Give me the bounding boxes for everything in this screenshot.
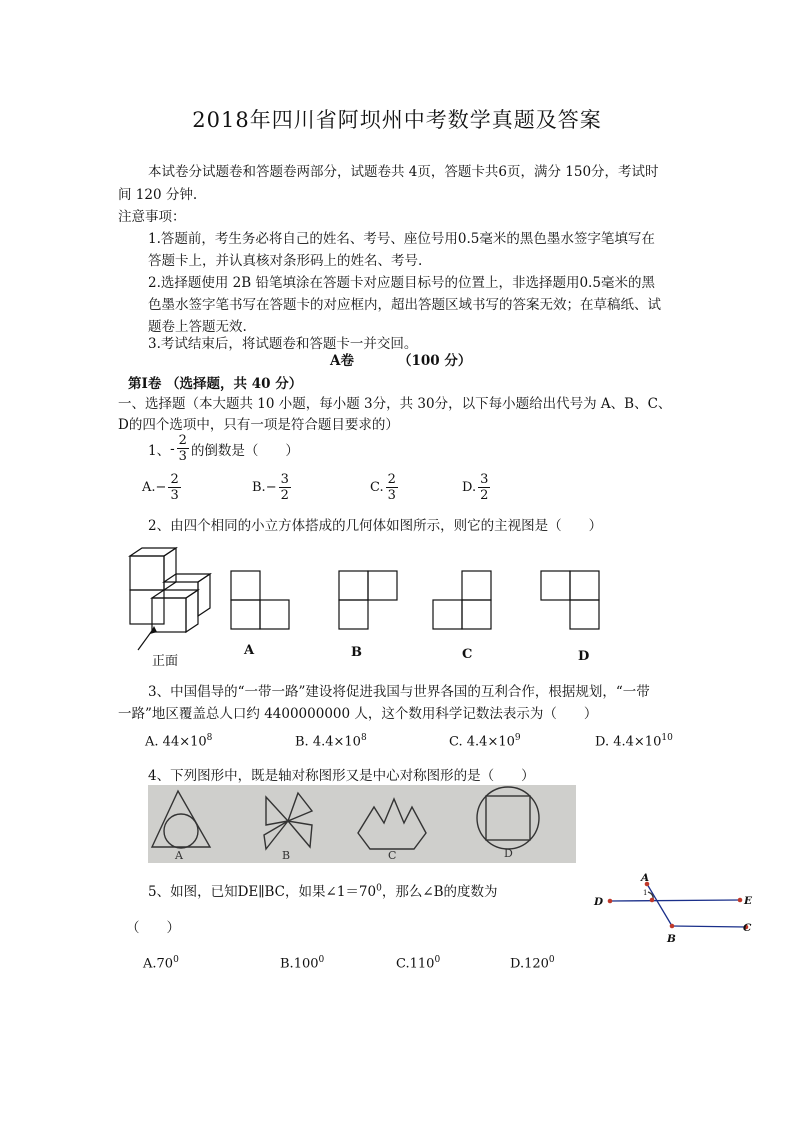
q5-option-b[interactable] (280, 955, 324, 971)
q1-option-b-fraction (279, 472, 291, 503)
intro-line-2: 间 120 分钟. (118, 187, 198, 203)
question-4: 4、下列图形中，既是轴对称图形又是中心对称图形的是（ ） (148, 768, 535, 784)
notice-item-2-line-2: 色墨水签字笔书写在答题卡的对应框内，超出答题区域书写的答案无效；在草稿纸、试 (148, 297, 661, 313)
q2-option-a-label: A (244, 643, 255, 658)
q5-option-b-val: 100 (293, 956, 319, 972)
notice-item-3: 3.考试结束后，将试题卷和答题卡一并交回。 (148, 336, 418, 352)
q2-option-a-figure[interactable] (230, 570, 294, 630)
q5-geometry-figure (590, 868, 760, 948)
q5-label-angle-1: 1 (643, 889, 648, 897)
q1-den: 3 (178, 449, 187, 464)
q4-figure-label-b: B (282, 849, 291, 862)
q4-figures-drawing (148, 785, 576, 863)
q3-option-b[interactable] (295, 733, 367, 749)
q4-figure-label-a: A (175, 849, 183, 862)
choice-heading-line-1: 一、选择题（本大题共 10 小题，每小题 3分，共 30分，以下每小题给出代号为 A、B、C、 (118, 396, 672, 412)
q5-label-a: A (641, 872, 650, 884)
q1-num: 2 (178, 433, 187, 448)
q1-suffix: 的倒数是（ ） (190, 442, 299, 459)
q1-option-b[interactable] (252, 472, 293, 503)
section-a-score: （100 分） (398, 353, 472, 369)
q5-option-c[interactable] (396, 955, 440, 971)
q3-option-d-base: 4.4×10 (613, 734, 662, 750)
q1-option-a-den: 3 (170, 488, 179, 503)
page-title: 2018年四川省阿坝州中考数学真题及答案 (192, 108, 602, 132)
q2-option-b-figure[interactable] (338, 570, 402, 630)
q2-front-label: 正面 (152, 654, 179, 669)
q1-fraction (177, 433, 189, 464)
section-a-name: A卷 (330, 353, 354, 369)
q1-option-b-den: 2 (280, 488, 289, 503)
q1-option-a-label: A. (142, 480, 156, 495)
q1-option-c-den: 3 (387, 488, 396, 503)
q3-option-d[interactable] (595, 733, 673, 749)
notice-item-2-line-1: 2.选择题使用 2B 铅笔填涂在答题卡对应题目标号的位置上，非选择题用0.5毫米的黑 (148, 275, 655, 291)
q1-option-d-fraction (478, 472, 490, 503)
q1-option-d[interactable] (462, 472, 492, 503)
q5-option-a-val: 70 (156, 956, 174, 972)
q5-option-c-label: C. (396, 956, 410, 972)
q3-option-a-exp: 8 (206, 733, 213, 743)
q2-option-d-figure[interactable] (540, 570, 604, 630)
q5-option-d-exp: 0 (548, 955, 555, 965)
q3-option-b-base: 4.4×10 (312, 734, 361, 750)
q1-option-d-num: 3 (480, 472, 489, 487)
q3-option-c-exp: 9 (514, 733, 521, 743)
q3-option-d-label: D. (595, 734, 610, 750)
choice-heading-line-2: D的四个选项中，只有一项是符合题目要求的） (118, 417, 399, 433)
question-3-line-2: 一路”地区覆盖总人口约 4400000000 人，这个数用科学记数法表示为（ ） (118, 706, 598, 722)
q1-option-b-label: B. (252, 480, 266, 495)
q2-option-c-figure[interactable] (432, 570, 496, 630)
q3-option-d-exp: 10 (661, 733, 673, 743)
q5-label-e: E (744, 895, 753, 907)
q4-figure-label-d: D (504, 847, 513, 860)
q1-option-d-label: D. (462, 480, 477, 495)
part-1-heading: 第Ⅰ卷 （选择题，共 40 分） (128, 376, 303, 392)
q1-option-a-fraction (168, 472, 180, 503)
q3-option-b-label: B. (295, 734, 309, 750)
q5-option-a-exp: 0 (173, 955, 179, 965)
q1-option-a-sign: − (155, 480, 167, 495)
q3-option-c-base: 4.4×10 (466, 734, 515, 750)
q5-exp: 0 (376, 883, 382, 894)
question-5 (148, 880, 498, 900)
q5-text: 5、如图，已知DE∥BC，如果∠1＝70 (148, 884, 377, 900)
q3-option-a[interactable] (145, 733, 212, 749)
q3-option-a-base: 44×10 (162, 734, 207, 750)
notice-item-2-line-3: 题卷上答题无效. (148, 319, 247, 335)
q1-option-c-label: C. (370, 480, 384, 495)
q5-option-b-exp: 0 (318, 955, 325, 965)
q1-option-d-den: 2 (480, 488, 489, 503)
q5-option-a-label: A. (143, 956, 157, 972)
q1-option-a-num: 2 (170, 472, 179, 487)
q5-label-c: C (743, 922, 752, 934)
q4-figure-label-c: C (388, 849, 397, 862)
q2-option-d-label: D (578, 649, 590, 664)
notice-item-1-line-2: 答题卡上，并认真核对条形码上的姓名、考号. (148, 253, 423, 269)
q3-option-c-label: C. (449, 734, 463, 750)
q5-option-d-label: D. (510, 956, 525, 972)
q2-option-b-label: B (351, 645, 362, 660)
q3-option-c[interactable] (449, 733, 521, 749)
q5-text-after: ，那么∠B的度数为 (381, 884, 498, 900)
q3-option-a-label: A. (145, 734, 159, 750)
q5-answer-paren: （ ） (126, 920, 180, 936)
intro-line-1: 本试卷分试题卷和答题卷两部分，试题卷共 4页，答题卡共6页，满分 150分，考试时 (148, 164, 659, 180)
q3-option-b-exp: 8 (360, 733, 367, 743)
q1-option-c-num: 2 (387, 472, 396, 487)
q5-label-b: B (667, 933, 676, 945)
q1-option-a[interactable] (142, 472, 183, 503)
q5-label-d: D (594, 896, 604, 908)
q5-option-a[interactable] (143, 955, 179, 971)
question-3-line-1: 3、中国倡导的“一带一路”建设将促进我国与世界各国的互利合作，根据规划，“一带 (148, 684, 650, 700)
q5-option-c-val: 110 (409, 956, 435, 972)
notice-heading: 注意事项： (118, 209, 186, 225)
q1-number: 1、 (148, 442, 171, 459)
q1-option-c-fraction (386, 472, 398, 503)
q5-option-d-val: 120 (524, 956, 549, 972)
q1-option-b-sign: − (265, 480, 277, 495)
q5-option-b-label: B. (280, 956, 294, 972)
question-2: 2、由四个相同的小立方体搭成的几何体如图所示，则它的主视图是（ ） (148, 518, 603, 534)
q1-prefix: - (170, 440, 175, 457)
q1-option-c[interactable] (370, 472, 400, 503)
q5-option-c-exp: 0 (434, 955, 441, 965)
q5-option-d[interactable] (510, 955, 555, 971)
question-1 (148, 433, 299, 464)
q1-option-b-num: 3 (280, 472, 289, 487)
q2-option-c-label: C (462, 647, 473, 662)
notice-item-1-line-1: 1.答题前，考生务必将自己的姓名、考号、座位号用0.5毫米的黑色墨水签字笔填写在 (148, 231, 655, 247)
